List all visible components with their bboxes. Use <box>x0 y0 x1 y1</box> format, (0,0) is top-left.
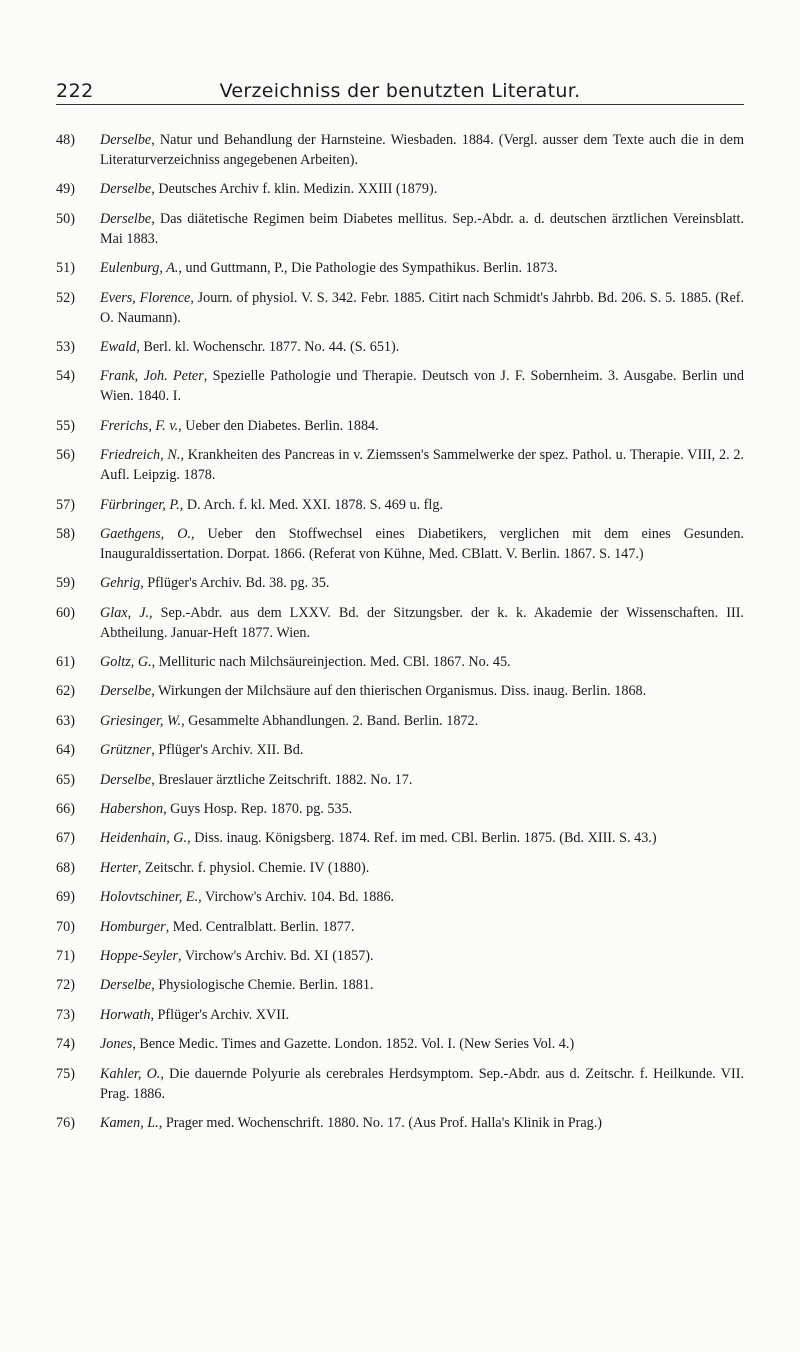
reference-list <box>56 130 744 1142</box>
reference-entry <box>56 573 744 593</box>
reference-text: , D. Arch. f. kl. Med. XXI. 1878. S. 469 u. flg. <box>179 496 443 513</box>
reference-number: 67) <box>56 830 75 847</box>
reference-text: , Wirkungen der Milchsäure auf den thierischen Organismus. Diss. inaug. Berlin. 1868. <box>151 683 647 700</box>
reference-entry <box>56 258 744 278</box>
reference-number: 63) <box>56 712 75 729</box>
reference-author: Evers, Florence <box>100 289 191 306</box>
reference-author: Derselbe <box>100 132 152 148</box>
reference-author: Derselbe <box>100 181 152 198</box>
reference-entry <box>56 337 744 357</box>
reference-entry <box>56 130 744 170</box>
reference-entry <box>56 179 744 199</box>
reference-entry <box>56 288 744 328</box>
reference-text: , Med. Centralblatt. Berlin. 1877. <box>165 918 355 935</box>
reference-author: Fürbringer, P. <box>100 496 180 513</box>
reference-entry <box>56 603 744 643</box>
reference-number: 64) <box>56 742 75 759</box>
reference-number: 60) <box>56 604 75 621</box>
reference-entry <box>56 917 744 937</box>
reference-number: 72) <box>56 977 75 994</box>
reference-author: Derselbe <box>100 683 152 700</box>
reference-number: 66) <box>56 801 75 818</box>
reference-number: 69) <box>56 889 75 906</box>
reference-author: Ewald <box>100 338 137 355</box>
page-title: Verzeichniss der benutzten Literatur. <box>219 80 581 102</box>
reference-number: 68) <box>56 859 75 876</box>
reference-author: Eulenburg, A. <box>100 260 179 277</box>
reference-entry <box>56 770 744 790</box>
reference-author: Holovtschiner, E. <box>100 889 199 906</box>
reference-entry <box>56 711 744 731</box>
reference-author: Horwath <box>100 1006 151 1023</box>
reference-text: , Sep.-Abdr. aus dem LXXV. Bd. der Sitzungsber. der k. k. Akademie der Wissenschaften. III. Abtheilung. Januar-Heft 1877. Wien. <box>100 604 744 641</box>
reference-text: , Krankheiten des Pancreas in v. Ziemssen's Sammelwerke der spez. Pathol. u. Therapie. VIII, 2. 2. Aufl. Leipzig. 1878. <box>100 447 744 484</box>
reference-text: , Pflüger's Archiv. Bd. 38. pg. 35. <box>140 575 330 592</box>
reference-author: Gehrig <box>100 575 141 592</box>
reference-author: Grützner <box>100 742 152 759</box>
reference-author: Heidenhain, G. <box>100 830 188 847</box>
reference-author: Frank, Joh. Peter <box>100 368 204 385</box>
reference-text: , Gesammelte Abhandlungen. 2. Band. Berlin. 1872. <box>181 712 479 729</box>
reference-text: , Deutsches Archiv f. klin. Medizin. XXIII (1879). <box>151 181 438 198</box>
reference-author: Kahler, O. <box>100 1065 161 1082</box>
reference-text: , Mellituric nach Milchsäureinjection. Med. CBl. 1867. No. 45. <box>151 654 511 671</box>
reference-text: , Zeitschr. f. physiol. Chemie. IV (1880). <box>137 859 370 876</box>
reference-text: , Berl. kl. Wochenschr. 1877. No. 44. (S. 651). <box>136 338 400 355</box>
reference-author: Derselbe <box>100 771 152 788</box>
reference-number: 52) <box>56 289 75 306</box>
reference-entry <box>56 828 744 848</box>
reference-text: , Pflüger's Archiv. XII. Bd. <box>151 742 304 759</box>
reference-number: 49) <box>56 181 75 198</box>
reference-author: Griesinger, W. <box>100 712 182 729</box>
reference-number: 62) <box>56 683 75 700</box>
reference-text: , Prager med. Wochenschrift. 1880. No. 17. (Aus Prof. Halla's Klinik in Prag.) <box>158 1114 602 1131</box>
reference-number: 53) <box>56 338 75 355</box>
reference-number: 65) <box>56 771 75 788</box>
reference-author: Derselbe <box>100 977 152 994</box>
reference-author: Hoppe-Seyler <box>100 947 178 964</box>
reference-number: 56) <box>56 447 75 464</box>
reference-entry <box>56 681 744 701</box>
reference-text: , Virchow's Archiv. 104. Bd. 1886. <box>198 889 395 906</box>
reference-entry <box>56 946 744 966</box>
reference-number: 50) <box>56 210 75 227</box>
reference-entry <box>56 1005 744 1025</box>
reference-entry <box>56 495 744 515</box>
reference-entry <box>56 1064 744 1104</box>
reference-text: , Breslauer ärztliche Zeitschrift. 1882. No. 17. <box>151 771 413 788</box>
reference-number: 75) <box>56 1065 75 1082</box>
reference-number: 71) <box>56 947 75 964</box>
reference-number: 74) <box>56 1036 75 1053</box>
reference-author: Habershon <box>100 801 164 818</box>
reference-number: 61) <box>56 654 75 671</box>
reference-author: Derselbe <box>100 210 152 227</box>
reference-number: 59) <box>56 575 75 592</box>
reference-entry <box>56 209 744 249</box>
reference-number: 73) <box>56 1006 75 1023</box>
reference-text: , Physiologische Chemie. Berlin. 1881. <box>151 977 374 994</box>
reference-text: , Die dauernde Polyurie als cerebrales Herdsymptom. Sep.-Abdr. aus d. Zeitschr. f. Heilkunde. VII. Prag. 1886. <box>100 1065 744 1102</box>
reference-entry <box>56 975 744 995</box>
reference-text: , Ueber den Stoffwechsel eines Diabetikers, verglichen mit dem eines Gesunden. Inauguraldissertation. Dorpat. 1866. (Referat von Kühne, Med. CBlatt. V. Berlin. 1867. S. 147.) <box>100 525 744 562</box>
reference-text: , Virchow's Archiv. Bd. XI (1857). <box>178 947 374 964</box>
reference-entry <box>56 416 744 436</box>
reference-entry <box>56 799 744 819</box>
reference-entry <box>56 524 744 564</box>
reference-text: , Natur und Behandlung der Harnsteine. Wiesbaden. 1884. (Vergl. ausser dem Texte auch die in dem Literaturverzeichniss angegebenen Arbeiten). <box>100 132 744 168</box>
reference-entry <box>56 366 744 406</box>
reference-author: Goltz, G. <box>100 654 152 671</box>
reference-text: , Ueber den Diabetes. Berlin. 1884. <box>178 417 379 434</box>
reference-author: Gaethgens, O. <box>100 525 192 542</box>
reference-text: , Bence Medic. Times and Gazette. London. 1852. Vol. I. (New Series Vol. 4.) <box>132 1036 575 1053</box>
reference-entry <box>56 740 744 760</box>
reference-text: , Spezielle Pathologie und Therapie. Deutsch von J. F. Sobernheim. 3. Ausgabe. Berlin und Wien. 1840. I. <box>100 368 744 405</box>
running-head <box>56 80 744 105</box>
reference-number: 57) <box>56 496 75 513</box>
reference-entry <box>56 858 744 878</box>
reference-number: 48) <box>56 132 75 148</box>
reference-author: Glax, J. <box>100 604 150 621</box>
reference-author: Frerichs, F. v. <box>100 417 179 434</box>
page-number: 222 <box>56 80 94 102</box>
reference-text: , Journ. of physiol. V. S. 342. Febr. 1885. Citirt nach Schmidt's Jahrbb. Bd. 206. S. 5. 1885. (Ref. O. Naumann). <box>100 289 745 326</box>
reference-author: Jones <box>100 1036 133 1053</box>
reference-entry <box>56 652 744 672</box>
reference-entry <box>56 887 744 907</box>
reference-author: Herter <box>100 859 138 876</box>
reference-number: 51) <box>56 260 75 277</box>
reference-entry <box>56 445 744 485</box>
reference-author: Kamen, L. <box>100 1114 159 1131</box>
reference-text: , Pflüger's Archiv. XVII. <box>150 1006 290 1023</box>
reference-number: 55) <box>56 417 75 434</box>
reference-text: , Das diätetische Regimen beim Diabetes mellitus. Sep.-Abdr. a. d. deutschen ärztlichen Vereinsblatt. Mai 1883. <box>100 210 744 247</box>
reference-number: 76) <box>56 1114 75 1131</box>
reference-text: , und Guttmann, P., Die Pathologie des Sympathikus. Berlin. 1873. <box>178 260 558 277</box>
reference-text: , Guys Hosp. Rep. 1870. pg. 535. <box>163 801 353 818</box>
reference-author: Homburger <box>100 918 166 935</box>
reference-text: , Diss. inaug. Königsberg. 1874. Ref. im med. CBl. Berlin. 1875. (Bd. XIII. S. 43.) <box>187 830 657 847</box>
reference-author: Friedreich, N. <box>100 447 181 464</box>
reference-number: 54) <box>56 368 75 385</box>
reference-number: 58) <box>56 525 75 542</box>
reference-number: 70) <box>56 918 75 935</box>
reference-entry <box>56 1034 744 1054</box>
reference-entry <box>56 1113 744 1133</box>
